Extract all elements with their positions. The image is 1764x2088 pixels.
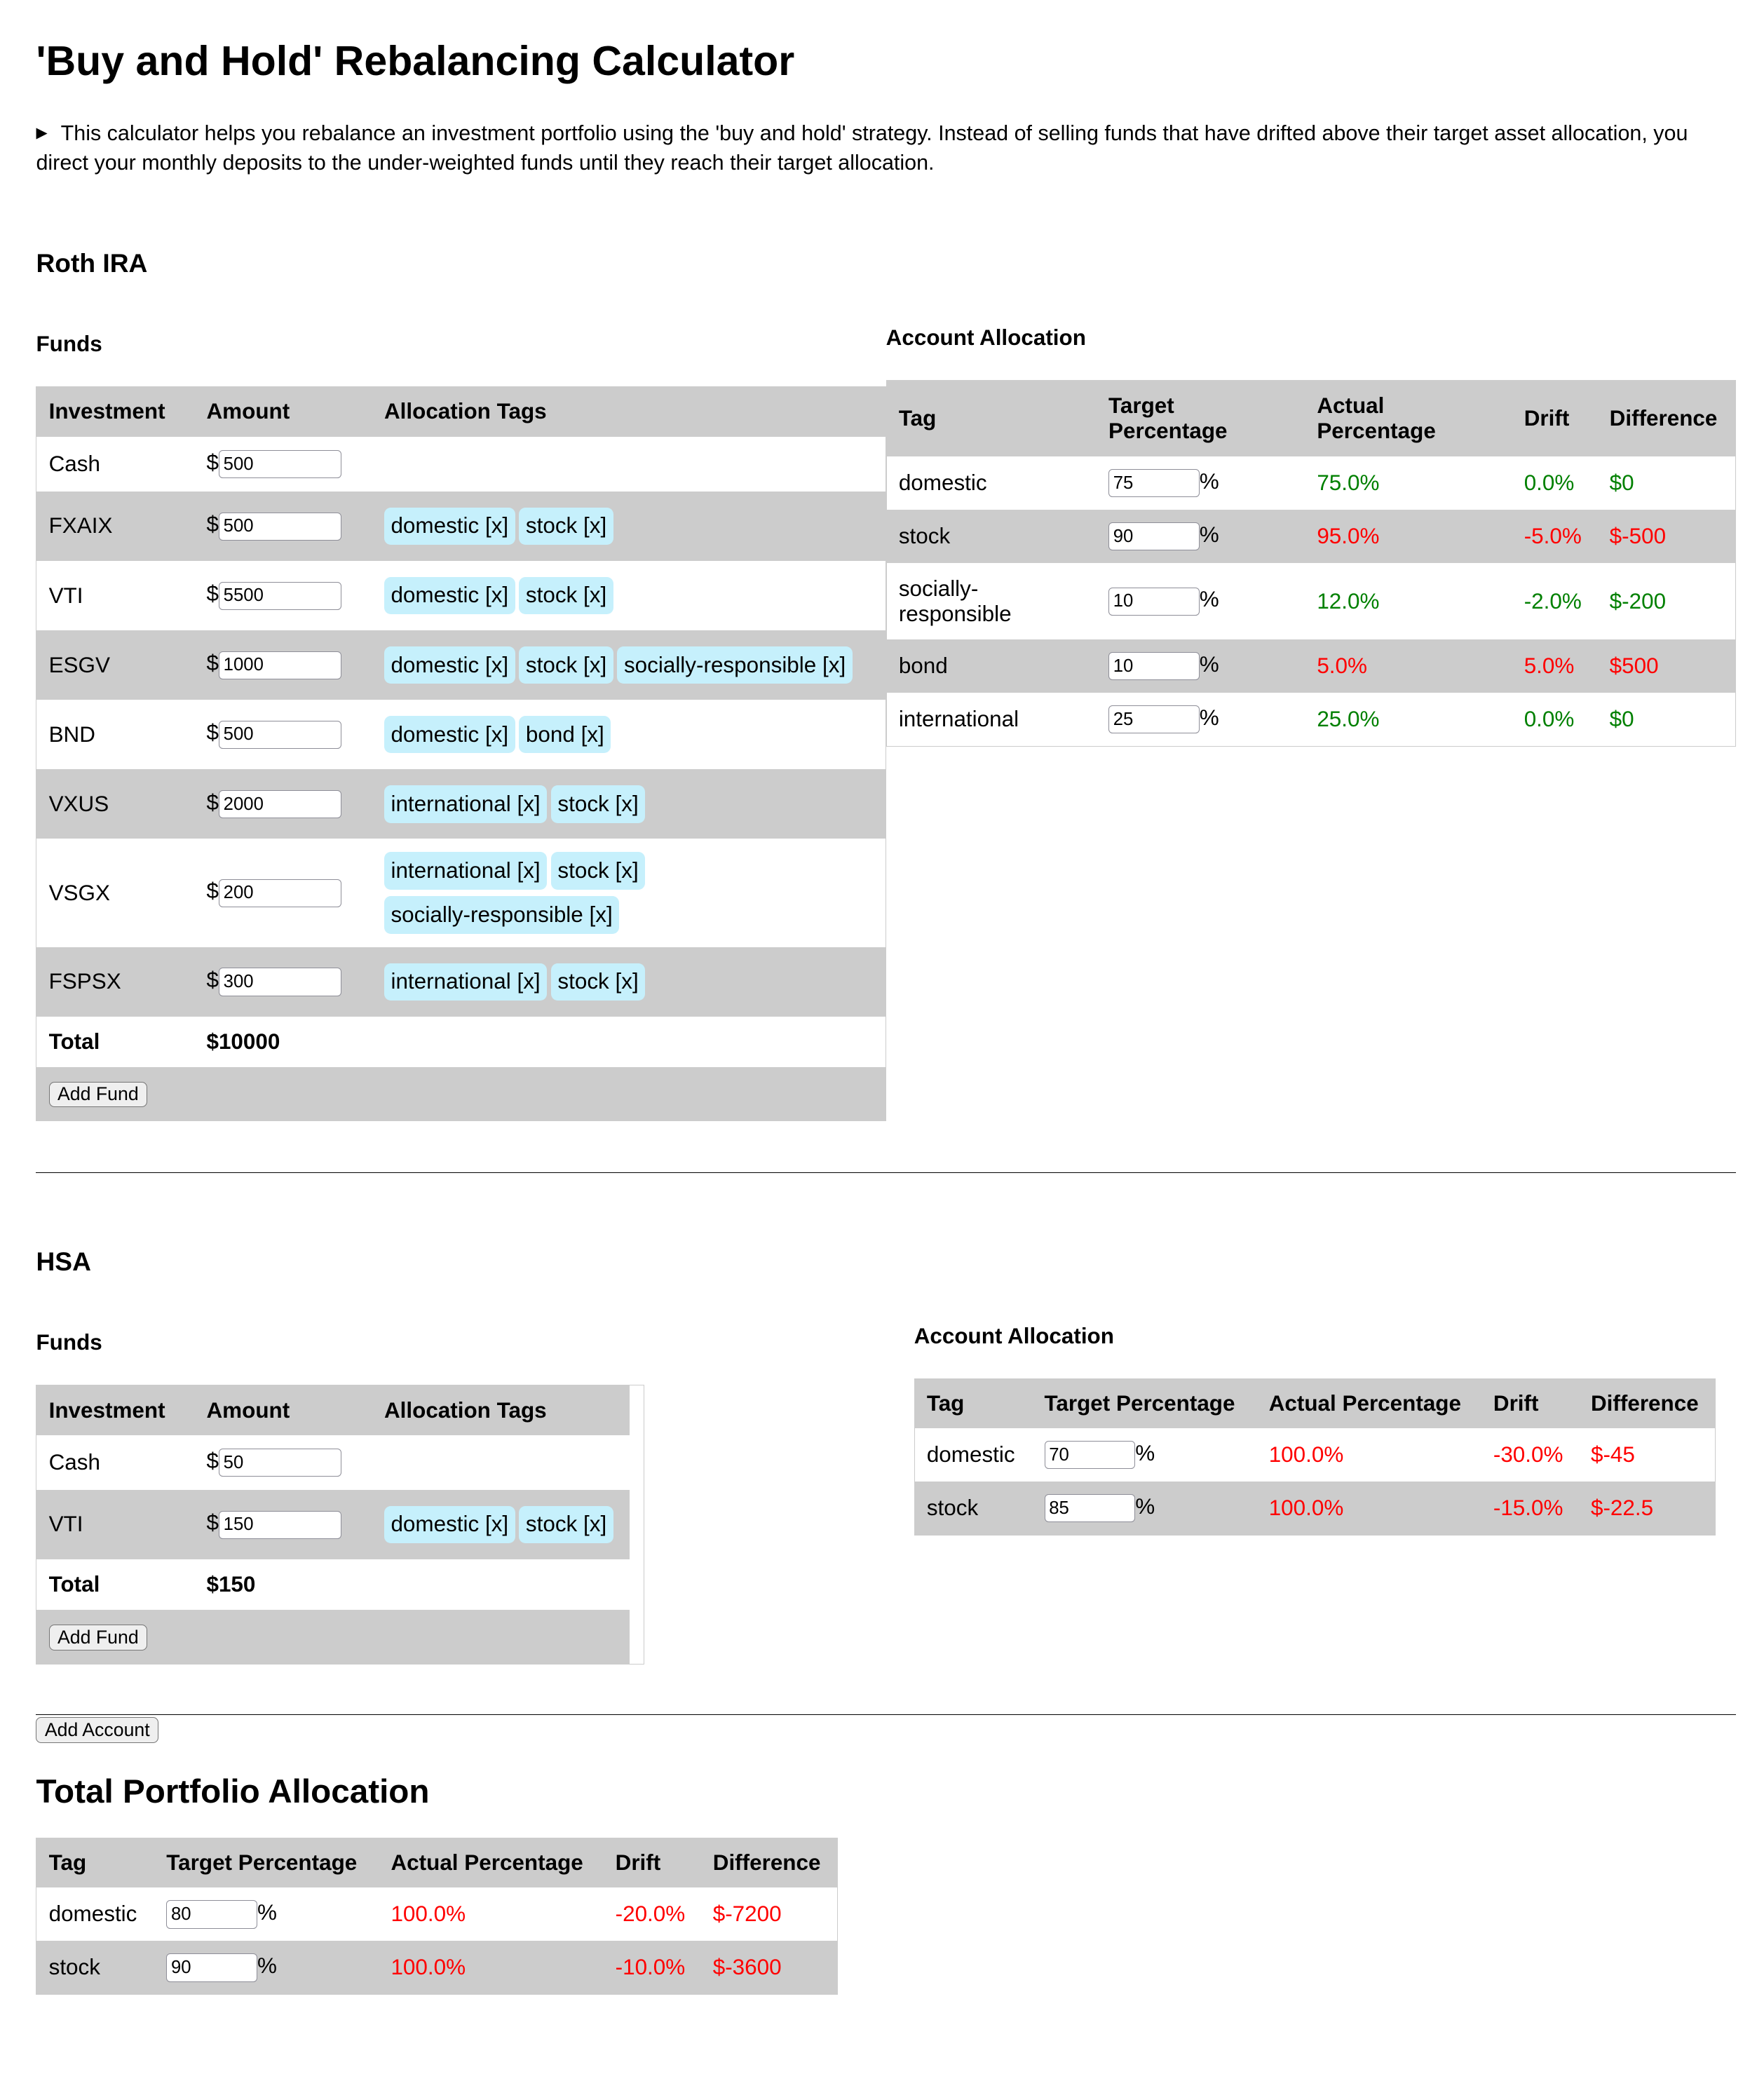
tag-name: socially-responsible <box>898 576 1012 626</box>
tags-cell <box>372 769 886 839</box>
total-spacer <box>372 1017 886 1067</box>
tag-name: domestic <box>926 1442 1015 1467</box>
actual-percentage: 100.0% <box>391 1901 466 1927</box>
allocation-tag[interactable]: international [x] <box>384 852 547 889</box>
actual-percentage: 100.0% <box>1268 1495 1344 1520</box>
column-header: Difference <box>1609 405 1718 431</box>
account-allocation-heading: Account Allocation <box>914 1323 1114 1348</box>
percent-sign: % <box>257 1953 277 1979</box>
difference: $500 <box>1609 653 1659 679</box>
target-cell <box>1097 456 1305 510</box>
fund-name: Cash <box>48 1449 100 1475</box>
allocation-tag[interactable]: stock [x] <box>551 852 645 889</box>
amount-input[interactable] <box>219 513 341 541</box>
currency-sign: $ <box>206 967 219 992</box>
target-percentage-input[interactable] <box>1108 522 1200 550</box>
actual-percentage: 95.0% <box>1317 524 1380 549</box>
target-cell <box>1032 1428 1256 1482</box>
allocation-row <box>36 1887 838 1941</box>
total-label: Total <box>48 1572 100 1597</box>
percent-sign: % <box>1199 651 1219 677</box>
fund-row <box>36 437 885 492</box>
actual-percentage: 75.0% <box>1317 470 1380 495</box>
account-columns <box>36 1323 1735 1669</box>
currency-sign: $ <box>206 879 219 904</box>
tags-cell <box>372 561 886 630</box>
column-header: Difference <box>1590 1390 1699 1416</box>
fund-row <box>36 630 885 700</box>
funds-heading: Funds <box>36 332 102 357</box>
column-header: Drift <box>1493 1390 1539 1416</box>
target-percentage-input[interactable] <box>1045 1494 1136 1522</box>
total-label: Total <box>48 1029 100 1055</box>
column-header: Target Percentage <box>166 1850 358 1876</box>
currency-sign: $ <box>206 789 219 815</box>
percent-sign: % <box>1135 1440 1155 1465</box>
target-percentage-input[interactable] <box>1108 705 1200 733</box>
tags-cell <box>372 492 886 561</box>
amount-cell <box>194 1490 372 1559</box>
target-percentage-input[interactable] <box>1045 1441 1136 1469</box>
difference: $-500 <box>1609 524 1667 549</box>
column-header: Investment <box>48 1397 165 1423</box>
funds-column <box>36 332 886 1127</box>
allocation-row <box>886 456 1735 510</box>
total-row <box>36 1017 885 1067</box>
allocation-tag[interactable]: bond [x] <box>519 716 611 753</box>
column-header: Allocation Tags <box>384 1397 547 1423</box>
fund-row <box>36 947 885 1017</box>
fund-row <box>36 1490 629 1559</box>
drift: 0.0% <box>1524 470 1575 495</box>
column-header: Target Percentage <box>1044 1390 1235 1416</box>
drift: 5.0% <box>1524 653 1575 679</box>
fund-name: VTI <box>48 1512 83 1537</box>
column-header: Amount <box>206 1397 290 1423</box>
drift: -20.0% <box>615 1901 686 1927</box>
column-header: Amount <box>206 399 290 424</box>
tags-cell <box>372 1435 630 1490</box>
funds-heading: Funds <box>36 1330 102 1355</box>
allocation-row <box>886 639 1735 693</box>
drift: -5.0% <box>1524 524 1582 549</box>
header-row <box>914 1378 1716 1428</box>
amount-cell <box>194 769 372 839</box>
header-row <box>36 1838 838 1888</box>
amount-cell <box>194 947 372 1017</box>
total-row <box>36 1559 629 1610</box>
amount-input[interactable] <box>219 450 341 478</box>
fund-row <box>36 492 885 561</box>
difference: $-3600 <box>712 1955 782 1980</box>
amount-cell <box>194 561 372 630</box>
drift: 0.0% <box>1524 707 1575 732</box>
header-row <box>886 380 1735 456</box>
allocation-tag[interactable]: stock [x] <box>519 508 613 545</box>
allocation-row <box>886 693 1735 746</box>
column-header: Drift <box>1524 405 1570 431</box>
fund-name: FXAIX <box>48 513 113 538</box>
header-row <box>36 387 885 437</box>
fund-name: VSGX <box>48 880 110 905</box>
tags-cell <box>372 839 886 947</box>
total-portfolio-table <box>36 1838 838 1995</box>
difference: $-200 <box>1609 588 1667 613</box>
column-header: Tag <box>898 405 937 431</box>
funds-table <box>36 386 886 1121</box>
amount-cell <box>194 700 372 769</box>
allocation-tag[interactable]: international [x] <box>384 963 547 1001</box>
actual-percentage: 25.0% <box>1317 707 1380 732</box>
fund-row <box>36 839 885 947</box>
add-account-button[interactable]: Add Account <box>36 1717 158 1743</box>
account-section <box>36 248 1735 1173</box>
amount-input[interactable] <box>219 1511 341 1539</box>
allocation-row <box>914 1428 1716 1482</box>
account-divider <box>36 1172 1735 1173</box>
target-percentage-input[interactable] <box>1108 588 1200 616</box>
percent-sign: % <box>1199 522 1219 547</box>
actual-percentage: 100.0% <box>1268 1442 1344 1467</box>
fund-row <box>36 1435 629 1490</box>
total-portfolio-title: Total Portfolio Allocation <box>36 1773 430 1811</box>
allocation-table <box>886 380 1736 747</box>
allocation-column <box>914 1324 1736 1536</box>
allocation-tag[interactable]: stock [x] <box>551 963 645 1001</box>
currency-sign: $ <box>206 512 219 537</box>
fund-name: VTI <box>48 583 83 608</box>
difference: $0 <box>1609 707 1634 732</box>
target-percentage-input[interactable] <box>1108 652 1200 680</box>
allocation-tag[interactable]: domestic [x] <box>384 1506 515 1543</box>
column-header: Difference <box>712 1850 821 1876</box>
fund-name: Cash <box>48 451 100 476</box>
tags-cell <box>372 437 886 492</box>
allocation-tag[interactable]: international [x] <box>384 785 547 822</box>
allocation-row <box>36 1941 838 1994</box>
actual-percentage: 100.0% <box>391 1955 466 1980</box>
allocation-tag[interactable]: stock [x] <box>519 646 613 684</box>
fund-name: VXUS <box>48 791 109 816</box>
column-header: Tag <box>926 1390 965 1416</box>
allocation-tag[interactable]: socially-responsible [x] <box>617 646 852 684</box>
account-section <box>36 1247 1735 1714</box>
drift: -2.0% <box>1524 588 1582 613</box>
column-header: Actual Percentage <box>391 1850 583 1876</box>
tag-name: international <box>898 707 1019 732</box>
total-value: $10000 <box>206 1029 280 1055</box>
percent-sign: % <box>1135 1493 1155 1519</box>
tag-name: stock <box>48 1955 100 1980</box>
allocation-tag[interactable]: stock [x] <box>551 785 645 822</box>
currency-sign: $ <box>206 1448 219 1473</box>
amount-cell <box>194 1435 372 1490</box>
header-row <box>36 1385 629 1435</box>
add-fund-cell <box>36 1610 629 1663</box>
amount-cell <box>194 492 372 561</box>
column-header: Actual Percentage <box>1317 393 1436 443</box>
amount-input[interactable] <box>219 1449 341 1477</box>
fund-row <box>36 561 885 630</box>
amount-input[interactable] <box>219 721 341 749</box>
actual-percentage: 5.0% <box>1317 653 1367 679</box>
drift: -15.0% <box>1493 1495 1563 1520</box>
allocation-tag[interactable]: domestic [x] <box>384 716 515 753</box>
target-cell <box>154 1887 379 1941</box>
column-header: Tag <box>48 1850 87 1876</box>
allocation-row <box>886 510 1735 563</box>
difference: $-22.5 <box>1590 1495 1654 1520</box>
column-header: Actual Percentage <box>1268 1390 1461 1416</box>
tags-cell <box>372 630 886 700</box>
column-header: Target Percentage <box>1108 393 1228 443</box>
target-percentage-input[interactable] <box>166 1900 257 1928</box>
account-name: Roth IRA <box>36 248 148 278</box>
fund-row <box>36 769 885 839</box>
difference: $-7200 <box>712 1901 782 1927</box>
target-cell <box>1097 693 1305 746</box>
add-fund-cell <box>36 1067 885 1120</box>
page-title: 'Buy and Hold' Rebalancing Calculator <box>36 38 795 85</box>
amount-input[interactable] <box>219 790 341 818</box>
amount-cell <box>194 839 372 947</box>
percent-sign: % <box>1199 587 1219 612</box>
amount-input[interactable] <box>219 968 341 996</box>
difference: $0 <box>1609 470 1634 495</box>
add-fund-row <box>36 1067 885 1120</box>
target-cell <box>1097 563 1305 639</box>
target-percentage-input[interactable] <box>1108 469 1200 497</box>
tag-name: domestic <box>898 470 987 495</box>
currency-sign: $ <box>206 581 219 606</box>
target-cell <box>1097 510 1305 563</box>
allocation-row <box>886 563 1735 639</box>
accounts-container <box>36 248 1735 1715</box>
percent-sign: % <box>1199 705 1219 730</box>
tags-cell <box>372 947 886 1017</box>
percent-sign: % <box>257 1900 277 1925</box>
target-cell <box>154 1941 379 1994</box>
actual-percentage: 12.0% <box>1317 588 1380 613</box>
fund-name: ESGV <box>48 652 110 677</box>
drift: -30.0% <box>1493 1442 1563 1467</box>
tag-name: domestic <box>48 1901 137 1927</box>
allocation-tag[interactable]: stock [x] <box>519 1506 613 1543</box>
tag-name: stock <box>898 524 951 549</box>
currency-sign: $ <box>206 651 219 676</box>
fund-row <box>36 700 885 769</box>
allocation-table <box>914 1378 1716 1536</box>
amount-cell <box>194 437 372 492</box>
target-cell <box>1097 639 1305 693</box>
column-header: Allocation Tags <box>384 399 547 424</box>
drift: -10.0% <box>615 1955 686 1980</box>
amount-cell <box>194 630 372 700</box>
allocation-tag[interactable]: domestic [x] <box>384 508 515 545</box>
allocation-tag[interactable]: socially-responsible [x] <box>384 896 619 933</box>
description-disclosure[interactable] <box>36 120 1735 176</box>
account-columns <box>36 325 1735 1127</box>
funds-column <box>36 1330 914 1669</box>
tag-name: stock <box>926 1495 979 1520</box>
add-fund-row <box>36 1610 629 1663</box>
total-value: $150 <box>206 1572 256 1597</box>
tags-cell <box>372 1490 630 1559</box>
funds-table <box>36 1385 644 1664</box>
total-portfolio-table-wrap <box>36 1838 1735 1995</box>
fund-name: BND <box>48 721 95 747</box>
account-divider <box>36 1714 1735 1715</box>
currency-sign: $ <box>206 1510 219 1536</box>
tags-cell <box>372 700 886 769</box>
allocation-row <box>914 1482 1716 1535</box>
currency-sign: $ <box>206 449 219 475</box>
fund-name: FSPSX <box>48 969 121 994</box>
currency-sign: $ <box>206 720 219 745</box>
tag-name: bond <box>898 653 948 679</box>
total-spacer <box>372 1559 630 1610</box>
target-percentage-input[interactable] <box>166 1953 257 1981</box>
description-summary[interactable]: ▶ This calculator helps you rebalance an investment portfolio using the 'buy and hold' strategy. Instead of selling funds that have drifted above their target asset allocation, you direct your monthly deposits to the under-weighted funds until they reach their target allocation. <box>36 120 1735 176</box>
account-allocation-heading: Account Allocation <box>886 325 1086 350</box>
target-cell <box>1032 1482 1256 1535</box>
column-header: Investment <box>48 399 165 424</box>
percent-sign: % <box>1199 468 1219 494</box>
allocation-tag[interactable]: stock [x] <box>519 577 613 614</box>
allocation-tag[interactable]: domestic [x] <box>384 646 515 684</box>
difference: $-45 <box>1590 1442 1635 1467</box>
amount-input[interactable] <box>219 879 341 907</box>
account-name: HSA <box>36 1247 91 1277</box>
allocation-tag[interactable]: domestic [x] <box>384 577 515 614</box>
add-fund-button[interactable]: Add Fund <box>49 1625 148 1650</box>
column-header: Drift <box>615 1850 661 1876</box>
amount-input[interactable] <box>219 651 341 679</box>
allocation-column <box>886 325 1736 747</box>
amount-input[interactable] <box>219 582 341 610</box>
add-fund-button[interactable]: Add Fund <box>49 1082 148 1108</box>
